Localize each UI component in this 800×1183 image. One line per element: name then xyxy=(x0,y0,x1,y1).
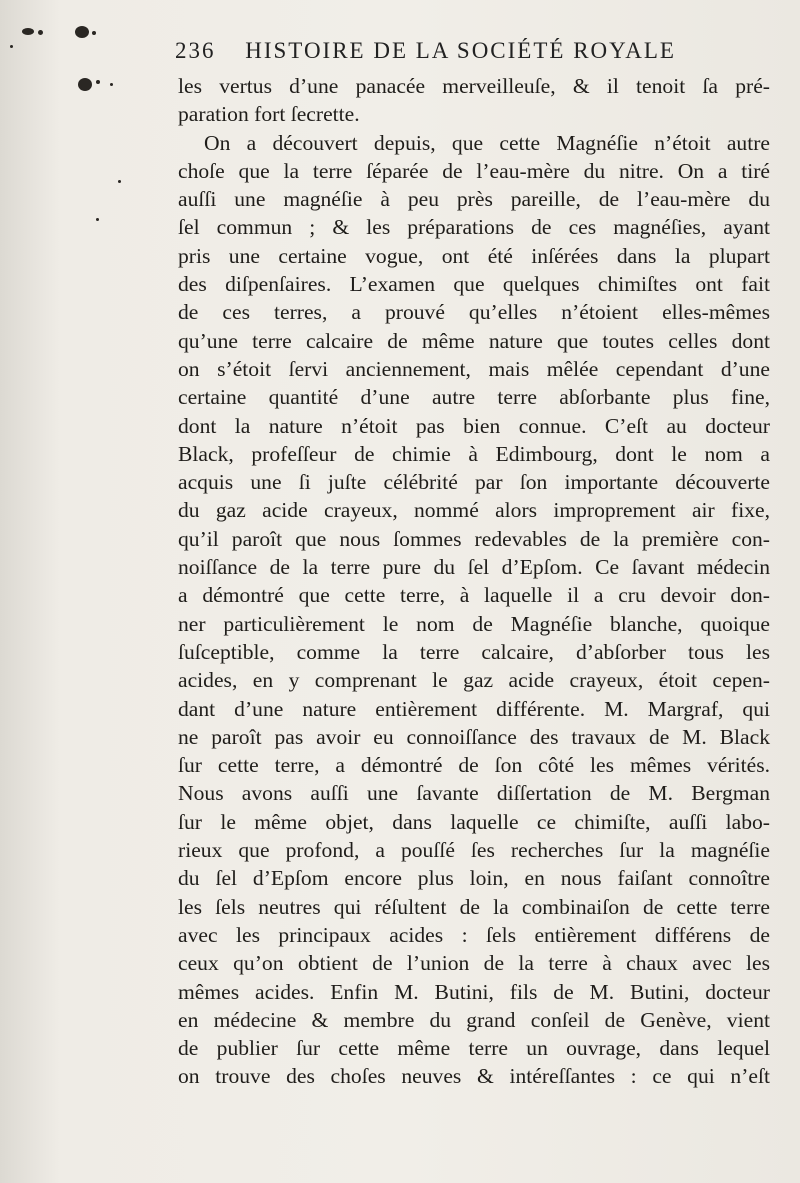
text-line: on trouve des choſes neuves & intéreſſantes : ce qui n’eſt xyxy=(178,1064,770,1089)
text-line: mêmes acides. Enfin M. Butini, fils de M. Butini, docteur xyxy=(178,979,770,1004)
text-line: ceux qu’on obtient de l’union de la terre à chaux avec les xyxy=(178,951,770,976)
text-line: qu’il paroît que nous ſommes redevables de la première con- xyxy=(178,526,770,551)
text-line: paration fort ſecrette. xyxy=(178,102,360,127)
body-text xyxy=(178,72,770,1091)
text-line: du gaz acide crayeux, nommé alors improprement air fixe, xyxy=(178,498,770,523)
text-line: on s’étoit ſervi anciennement, mais mêlée cependant d’une xyxy=(178,356,770,381)
text-line: ſur le même objet, dans laquelle ce chimiſte, auſſi labo- xyxy=(178,809,770,834)
text-line: ſel commun ; & les préparations de ces magnéſies, ayant xyxy=(178,215,770,240)
text-line: auſſi une magnéſie à peu près pareille, de l’eau-mère du xyxy=(178,187,770,212)
running-title: HISTOIRE DE LA SOCIÉTÉ ROYALE xyxy=(245,38,676,63)
text-line: les vertus d’une panacée merveilleuſe, & il tenoit ſa pré- xyxy=(178,74,770,98)
text-line: du ſel d’Epſom encore plus loin, en nous faiſant connoître xyxy=(178,866,770,891)
text-line: Nous avons auſſi une ſavante diſſertation de M. Bergman xyxy=(178,781,770,806)
text-line: de ces terres, a prouvé qu’elles n’étoient elles-mêmes xyxy=(178,300,770,325)
text-line: pris une certaine vogue, ont été inſérées dans la plupart xyxy=(178,243,770,268)
text-line: ne paroît pas avoir eu connoiſſance des travaux de M. Black xyxy=(178,724,770,749)
text-line: acquis une ſi juſte célébrité par ſon importante découverte xyxy=(178,470,770,495)
text-line: dant d’une nature entièrement différente. M. Margraf, qui xyxy=(178,696,770,721)
text-line: Black, profeſſeur de chimie à Edimbourg, dont le nom a xyxy=(178,441,770,466)
text-line: qu’une terre calcaire de même nature que toutes celles dont xyxy=(178,328,770,353)
text-line: de publier ſur cette même terre un ouvrage, dans lequel xyxy=(178,1036,770,1061)
page-number: 236 xyxy=(175,38,216,63)
text-line: des diſpenſaires. L’examen que quelques chimiſtes ont fait xyxy=(178,272,770,297)
text-line: ner particulièrement le nom de Magnéſie blanche, quoique xyxy=(178,611,770,636)
text-line: dont la nature n’étoit pas bien connue. C’eſt au docteur xyxy=(178,413,770,438)
text-line: a démontré que cette terre, à laquelle il a cru devoir don- xyxy=(178,583,770,608)
faint-bleedthrough-mark xyxy=(268,1012,296,1038)
running-header xyxy=(175,38,745,64)
text-line: en médecine & membre du grand conſeil de Genève, vient xyxy=(178,1007,770,1032)
text-line: les ſels neutres qui réſultent de la combinaiſon de cette terre xyxy=(178,894,770,919)
text-line: noiſſance de la terre pure du ſel d’Epſom. Ce ſavant médecin xyxy=(178,555,770,580)
text-line: ſuſceptible, comme la terre calcaire, d’abſorber tous les xyxy=(178,639,770,664)
text-line: choſe que la terre ſéparée de l’eau-mère du nitre. On a tiré xyxy=(178,158,770,183)
text-line: On a découvert depuis, que cette Magnéſie n’étoit autre xyxy=(204,130,770,155)
text-line: acides, en y comprenant le gaz acide crayeux, étoit cepen- xyxy=(178,668,770,693)
text-line: avec les principaux acides : ſels entièrement différens de xyxy=(178,922,770,947)
text-line: ſur cette terre, a démontré de ſon côté les mêmes vérités. xyxy=(178,753,770,778)
text-line: certaine quantité d’une autre terre abſorbante plus fine, xyxy=(178,385,770,410)
text-line: rieux que profond, a pouſſé ſes recherches ſur la magnéſie xyxy=(178,838,770,863)
